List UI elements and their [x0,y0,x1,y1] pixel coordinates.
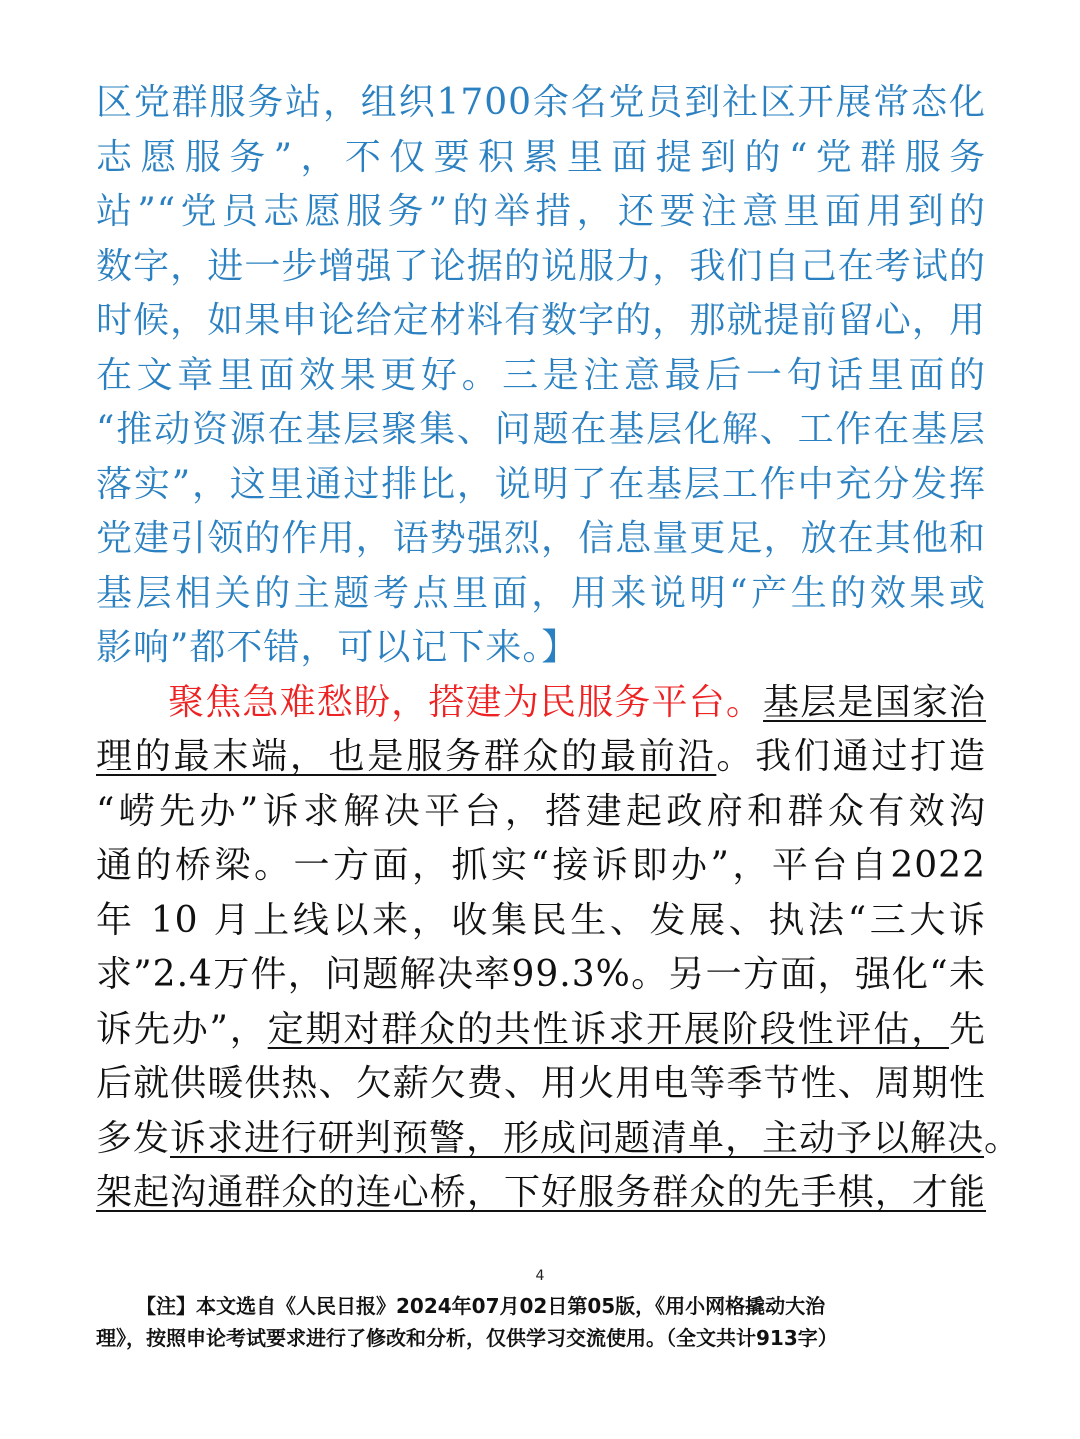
footnote [96,1290,988,1354]
paragraph-line: 求”2.4万件，问题解决率99.3%。另一方面，强化“未 [96,954,986,995]
analysis-line: 在文章里面效果更好。三是注意最后一句话里面的 [96,354,986,396]
page-number: 4 [535,1268,545,1284]
paragraph-line: 年 10 月上线以来，收集民生、发展、执法“三大诉 [96,899,986,941]
body-text: 多发 [96,1117,171,1159]
paragraph-line: 后就供暖供热、欠薪欠费、用火用电等季节性、周期性 [96,1063,986,1104]
analysis-line: 基层相关的主题考点里面，用来说明“产生的效果或 [96,572,986,614]
analysis-line: 影响”都不错，可以记下来。】 [96,627,579,668]
paragraph-line [96,730,986,785]
section-heading: 聚焦急难愁盼，搭建为民服务平台。 [168,681,764,723]
body-text: 诉先办”， [96,1008,268,1050]
footnote-line: 理》，按照申论考试要求进行了修改和分析，仅供学习交流使用。（全文共计913字） [96,1326,838,1350]
analysis-line: 志愿服务”，不仅要积累里面提到的“党群服务 [96,136,986,178]
paragraph-line: 通的桥梁。一方面，抓实“接诉即办”，平台自2022 [96,845,986,886]
body-paragraph [96,676,1022,1221]
paragraph-line: “崂先办”诉求解决平台，搭建起政府和群众有效沟 [96,790,986,832]
underlined-text: 诉求进行研判预警，形成问题清单，主动予以解决 [170,1117,985,1159]
paragraph-line [96,1112,1022,1167]
body-text: 先 [948,1008,986,1050]
body-text: 。 [984,1117,1022,1159]
analysis-block [96,76,986,676]
analysis-line: 站”“党员志愿服务”的举措，还要注意里面用到的 [96,191,986,232]
footnote-line: 【注】本文选自《人民日报》2024年07月02日第05版，《用小网格撬动大治 [136,1294,826,1318]
underlined-text: 理的最末端，也是服务群众的最前沿 [96,736,717,777]
underlined-text: 架起沟通群众的连心桥，下好服务群众的先手棋，才能 [96,1172,986,1213]
analysis-line: 数字，进一步增强了论据的说服力，我们自己在考试的 [96,245,986,287]
body-text: 。我们通过打造 [716,736,986,777]
analysis-line: 时候，如果申论给定材料有数字的，那就提前留心，用 [96,300,986,341]
analysis-line: “推动资源在基层聚集、问题在基层化解、工作在基层 [96,409,986,450]
underlined-text: 基层是国家治 [763,681,986,723]
underlined-text: 定期对群众的共性诉求开展阶段性评估， [267,1008,949,1050]
paragraph-line [96,1003,986,1058]
document-page [96,76,1022,1221]
paragraph-line [96,1166,986,1221]
analysis-line: 区党群服务站，组织1700余名党员到社区开展常态化 [96,82,986,123]
paragraph-line [96,676,986,731]
analysis-line: 党建引领的作用，语势强烈，信息量更足，放在其他和 [96,518,986,559]
analysis-line: 落实”，这里通过排比，说明了在基层工作中充分发挥 [96,463,986,505]
